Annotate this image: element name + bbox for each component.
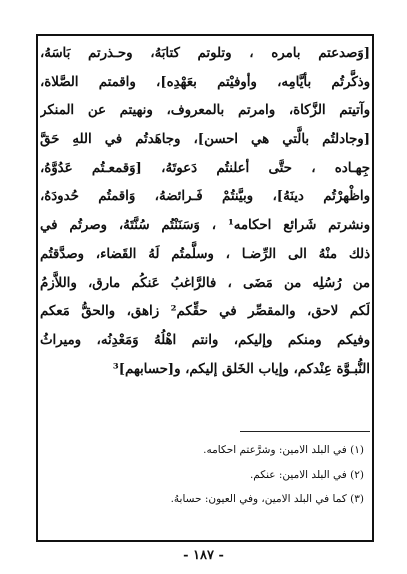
- text-line-8: ذلك منْهُ الى الرِّضـا ، وسلَّمتُم لَهُ القَضاء، وصدَّقتُم: [40, 246, 370, 262]
- footnote-2: (٢) في البلد الامين: عنكم.: [249, 468, 364, 481]
- footnote-3: (٣) كما في البلد الامين، وفي العيون: حسابهُ.: [170, 493, 364, 505]
- text-line-4: [وجادلتُم بالَّتي هي احسن]، وجاهَدتُم في اللهِ حَقَّ: [40, 132, 370, 148]
- text-line-5: جِهـاده ، حتَّى أعلنتُم دَعوتَهُ، [وَقمعـتُم عَدُوَّهُ،: [40, 160, 370, 176]
- text-line-2: وذكَّرتُم بأيَّامِه، وأوفيْتم بعَهْدِه]، واقمتم الصَّلاة،: [40, 74, 370, 90]
- text-line-11: وفيكم ومنكم وإليكم، وانتم اهْلُهُ وَمَعْدِنُه، وميراثُ: [40, 332, 370, 348]
- main-text-block: [40, 40, 370, 384]
- text-line-10: لَكم لاحق، والمقصِّر في حقِّكم² زاهق، والحقُّ مَعكم: [40, 304, 370, 320]
- footnotes-block: [44, 438, 364, 512]
- text-line-9: من رُسُلِه من مَضَى ، فالرَّاغبُ عَنكُم مارق، واللاَّزمُ: [40, 275, 370, 291]
- text-line-12: النُّبـوَّة عِنْدكم، وإياب الخَلق إليكم، و[حسابهم]³: [112, 361, 370, 377]
- text-line-6: واظْهرْتُم دينَهُ]، وبيَّنتُمْ فَـرائضهُ، وَاقمتُم حُدودَهُ،: [40, 189, 370, 205]
- text-line-7: ونشرتم شَرائع احكامه¹ ، وَسَنَنْتُم سُنَّتَهُ، وصرتُم في: [40, 218, 370, 234]
- footnote-separator: [240, 431, 370, 432]
- text-line-1: [وَصدعتم بامره ، وتلوتم كتابَهُ، وحـذرتم بَاسَهُ،: [40, 46, 370, 61]
- text-line-3: وآتيتم الزَّكاة، وامرتم بالمعروف، ونهيتم عن المنكر: [40, 103, 370, 119]
- page-number: - ١٨٧ -: [183, 548, 224, 563]
- footnote-1: (١) في البلد الامين: وشرَّعتم احكامه.: [203, 444, 364, 456]
